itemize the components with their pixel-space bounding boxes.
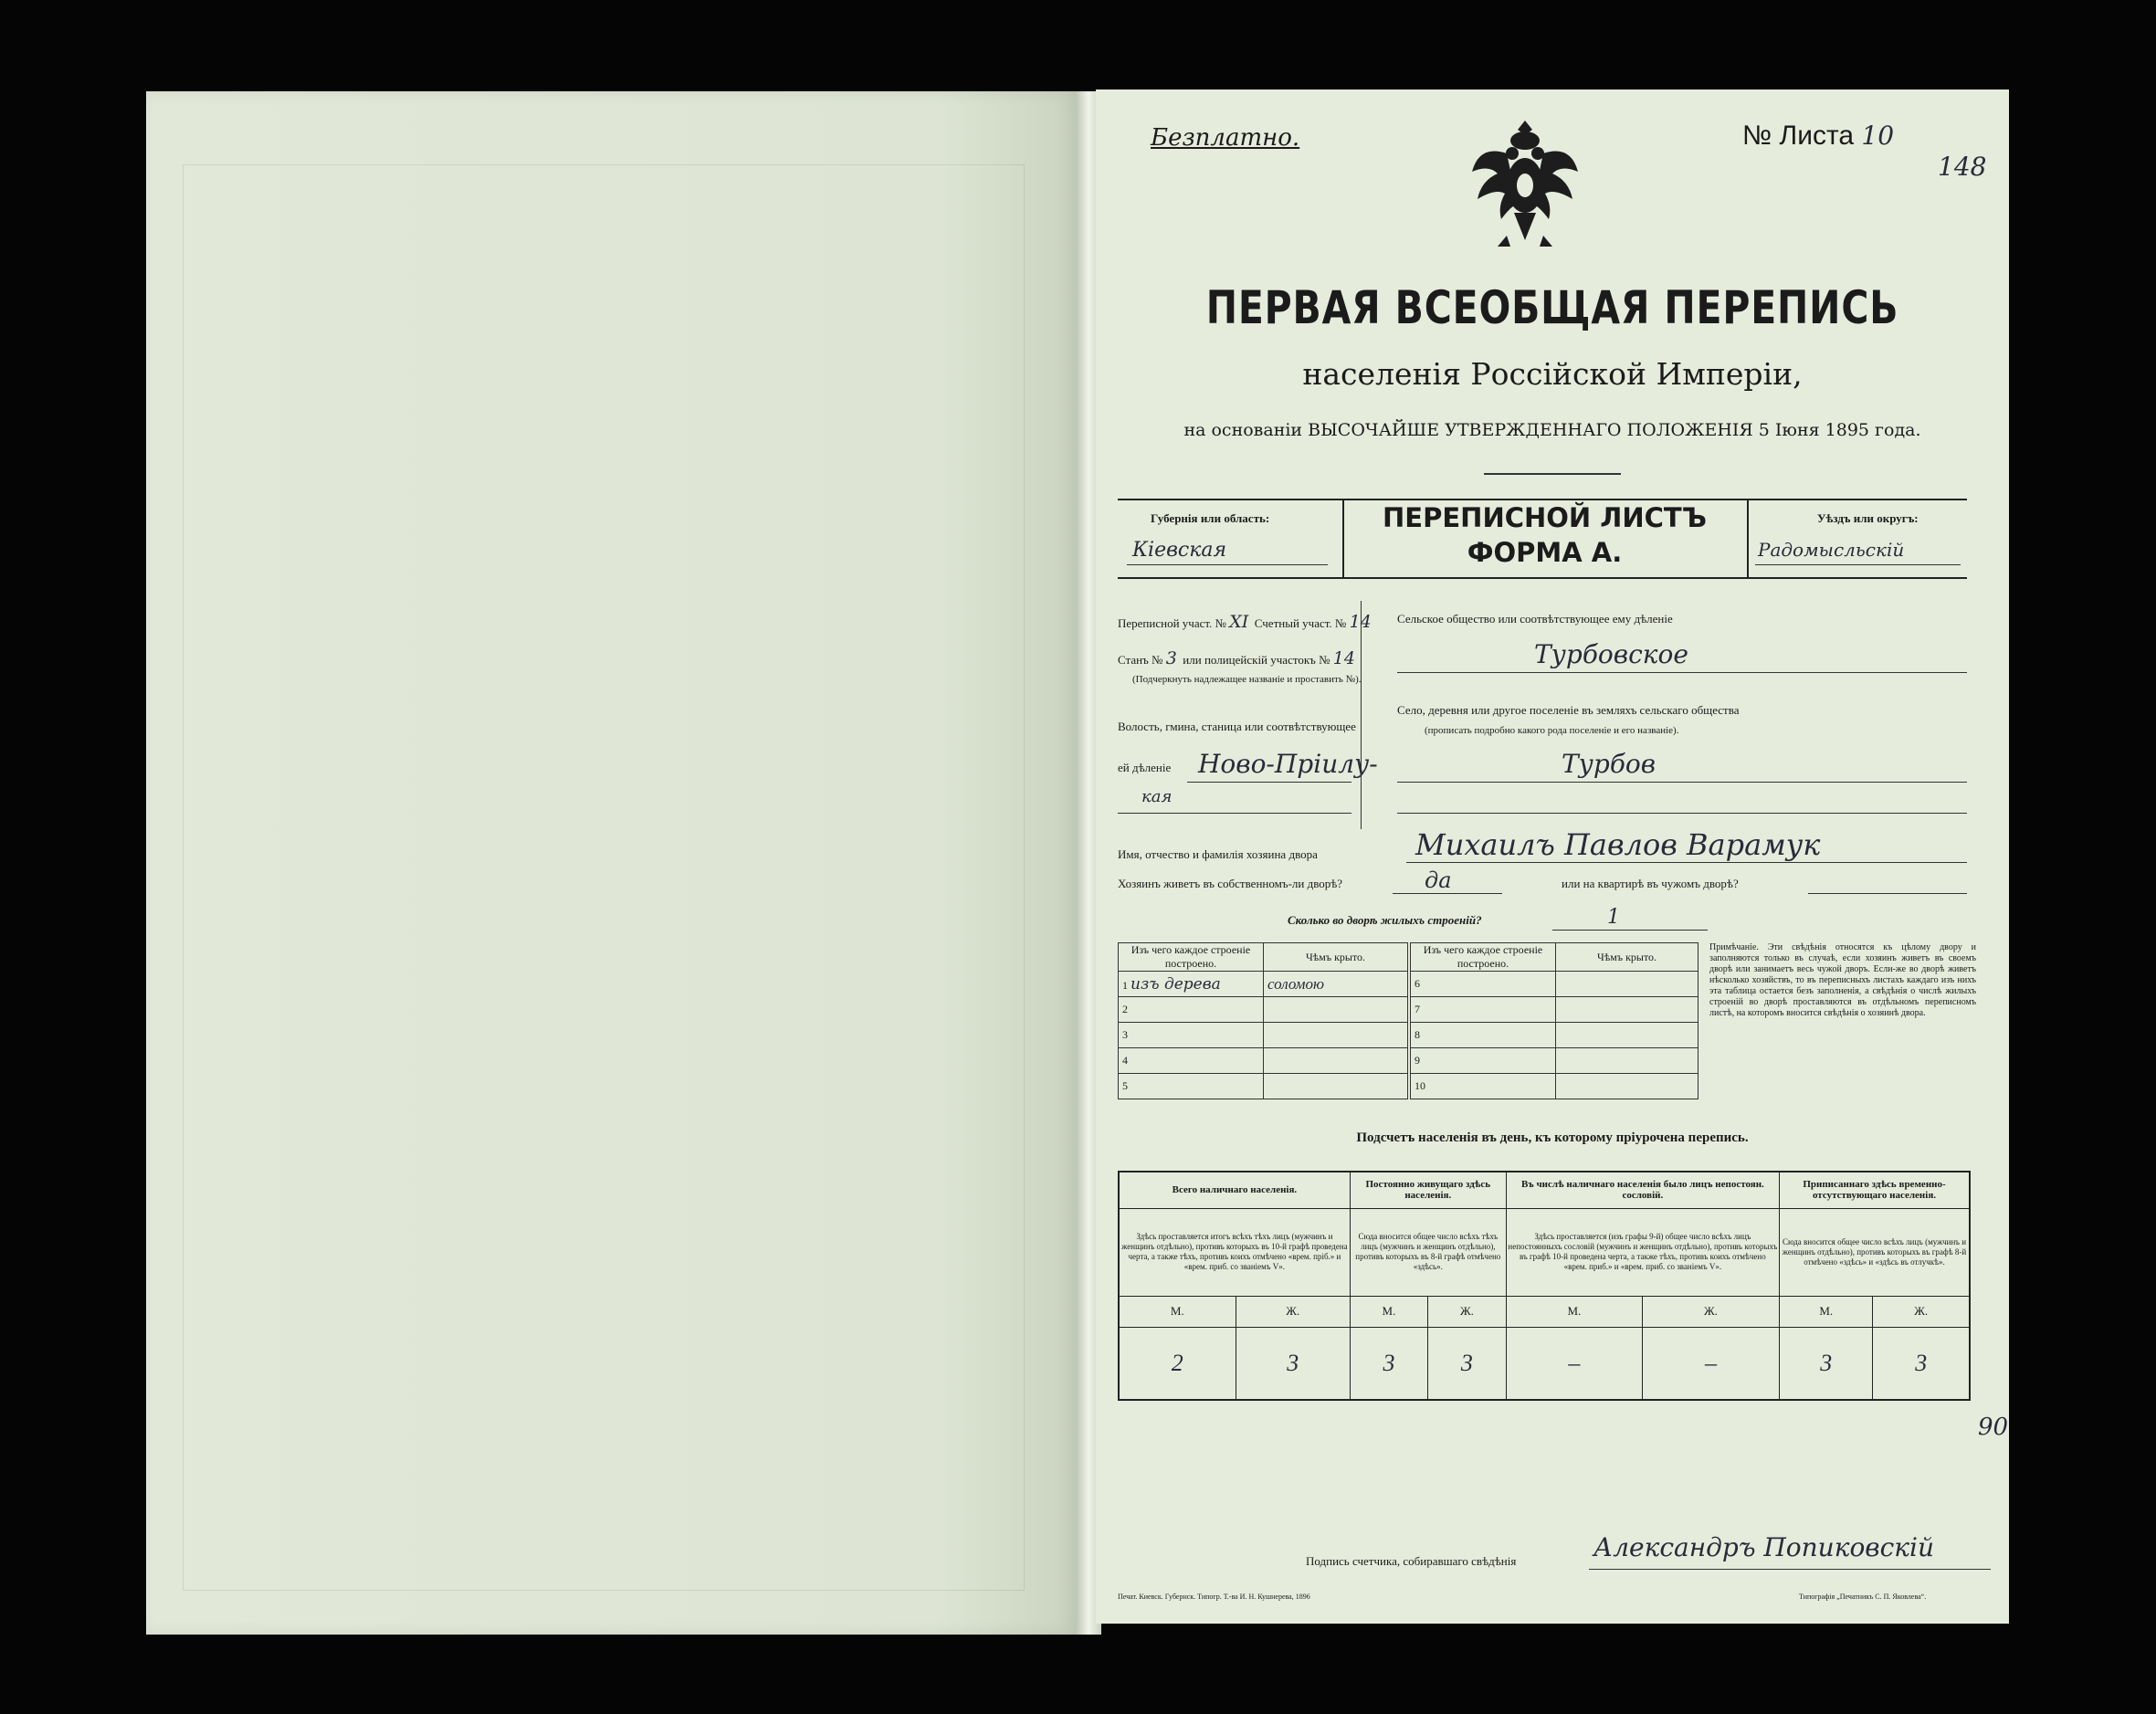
- province-label: Губернія или область:: [1151, 511, 1270, 525]
- lives-label: Хозяинъ живетъ въ собственномъ-ли дворѣ?: [1118, 877, 1343, 890]
- lives-value: да: [1425, 868, 1452, 893]
- owner-value: Михаилъ Павлов Варамук: [1415, 827, 1821, 862]
- form-legal-basis: на основаніи ВЫСОЧАЙШЕ УТВЕРЖДЕННАГО ПОЛОЖЕНІЯ 5 Іюня 1895 года.: [1183, 420, 1921, 440]
- form-main-title: ПЕРВАЯ ВСЕОБЩАЯ ПЕРЕПИСЬ: [1205, 281, 1899, 334]
- table-row: 8: [1411, 1023, 1699, 1048]
- sheet-number-alt: 148: [1938, 152, 1987, 182]
- printer-right: Типографія „Печатникъ С. П. Яковлева“.: [1799, 1593, 1927, 1601]
- imperial-eagle-emblem: [1470, 117, 1580, 254]
- buildings-label: Сколько во дворѣ жилыхъ строеній?: [1288, 913, 1482, 927]
- village-value: Турбов: [1562, 749, 1656, 779]
- community-label: Сельское общество или соотвѣтствующее ему дѣленіе: [1397, 612, 1673, 626]
- table-row: 2: [1119, 997, 1408, 1023]
- buildings-table-left: Изъ чего каждое строеніе построено. Чѣмъ крыто. 1 изъ дерева соломою 2 3 4 5: [1118, 942, 1408, 1099]
- district-label: Уѣздъ или округъ:: [1817, 511, 1919, 525]
- buildings-value: 1: [1607, 906, 1620, 929]
- free-label: Безплатно.: [1151, 124, 1300, 152]
- census-form-page: [1096, 89, 2009, 1624]
- margin-number: 90: [1978, 1414, 2009, 1441]
- volost-value: Ново-Пріилу-: [1198, 749, 1378, 779]
- buildings-table-right: Изъ чего каждое строеніе построено. Чѣмъ крыто. 6 7 8 9 10: [1410, 942, 1699, 1099]
- table-row: 10: [1411, 1074, 1699, 1099]
- volost-label-2: ей дѣленіе: [1118, 761, 1172, 774]
- signature-label: Подпись счетчика, собиравшаго свѣдѣнія: [1306, 1554, 1517, 1568]
- bleed-through-frame: [183, 164, 1025, 1591]
- table-row: 7: [1411, 997, 1699, 1023]
- table-row: 5: [1119, 1074, 1408, 1099]
- district-value: Радомысльскій: [1758, 539, 1905, 561]
- signature-value: Александръ Попиковскій: [1593, 1532, 1934, 1562]
- table-row: 3: [1119, 1023, 1408, 1048]
- form-sheet-title: ПЕРЕПИСНОЙ ЛИСТЪ: [1383, 502, 1707, 533]
- tally-heading: Подсчетъ населенія въ день, къ которому пріурочена перепись.: [1356, 1130, 1749, 1145]
- sheet-number: 10: [1861, 121, 1895, 151]
- stan-field: Станъ № 3 или полицейскій участокъ № 14: [1118, 648, 1355, 668]
- table-row: 1 изъ дерева соломою: [1119, 972, 1408, 997]
- form-subtitle: населенія Россійской Имперіи,: [1302, 356, 1803, 392]
- left-page-blank: [146, 91, 1078, 1635]
- volost-value-2: кая: [1141, 787, 1173, 806]
- village-label: Село, деревня или другое поселеніе въ земляхъ сельскаго общества: [1397, 703, 1740, 717]
- province-value: Кіевская: [1132, 539, 1227, 562]
- tally-table: Всего наличнаго населенія. Постоянно живущаго здѣсь населенія. Въ числѣ наличнаго населенія было лицъ непостоян. сословій. Приписаннаго здѣсь временно-отсутствующаго населенія. Здѣсь проставляется итогъ всѣхъ тѣхъ лицъ (мужчинъ и женщинъ отдѣльно), противъ которыхъ въ 10-й графѣ проведена черта, а также тѣхъ, противъ коихъ отмѣчено «врем. пріб.» и «врем. приб. со званіемъ V». Сюда вносится общее число всѣхъ тѣхъ лицъ (мужчинъ и женщинъ отдѣльно), противъ которыхъ въ 8-й графѣ отмѣчено «здѣсь». Здѣсь проставляется (изъ графы 9-й) общее число всѣхъ лицъ непостоянныхъ сословій (мужчинъ и женщинъ отдѣльно), противъ которыхъ въ графѣ 10-й проведена черта, а также тѣхъ, противъ коихъ отмѣчено «врем. приб.» и «врем. приб. со званіемъ V». Сюда вносится общее число всѣхъ лицъ (мужчинъ и женщинъ отдѣльно), противъ которыхъ въ графѣ 8-й отмѣчено «здѣсь» и «здѣсь въ отлучкѣ». М. Ж. М. Ж. М. Ж. М. Ж. 2 3 3 3 – – 3 3: [1118, 1171, 1971, 1401]
- village-note: (прописать подробно какого рода поселеніе и его названіе).: [1425, 725, 1679, 736]
- volost-label: Волость, гмина, станица или соотвѣтствующее: [1118, 720, 1356, 733]
- sheet-label: № Листа: [1742, 121, 1855, 151]
- ornament-divider: [1484, 473, 1621, 475]
- table-row: 6: [1411, 972, 1699, 997]
- form-type: ФОРМА А.: [1467, 537, 1623, 568]
- table-row: 4: [1119, 1048, 1408, 1074]
- census-district-field: Переписной участ. № XI Счетный участ. № 14: [1118, 612, 1372, 632]
- sheet-number-block: [1742, 121, 1894, 152]
- underline-note: (Подчеркнуть надлежащее названіе и проставить №).: [1132, 674, 1362, 685]
- table-row: 9: [1411, 1048, 1699, 1074]
- community-value: Турбовское: [1534, 639, 1688, 669]
- tally-values-row: 2 3 3 3 – – 3 3: [1119, 1327, 1970, 1400]
- owner-label: Имя, отчество и фамилія хозяина двора: [1118, 847, 1318, 861]
- buildings-note: Примѣчаніе. Эти свѣдѣнія относятся къ цѣлому двору и заполняются только въ случаѣ, если хозяинъ живетъ въ своемъ дворѣ или занимаетъ весь чужой дворъ. Если-же во дворѣ живетъ нѣсколько хозяйствъ, то въ переписныхъ листахъ каждаго изъ нихъ эта таблица остается безъ заполненія, а свѣдѣнія о числѣ жилыхъ строеній во дворѣ проставляются въ отдѣльномъ переписномъ листѣ, на которомъ вносится свѣдѣнія о хозяинѣ двора.: [1709, 942, 1976, 1018]
- rent-label: или на квартирѣ въ чужомъ дворѣ?: [1562, 877, 1739, 890]
- printer-left: Печат. Киевск. Губернск. Типогр. Т.-ва И. Н. Кушнерева, 1896: [1118, 1593, 1310, 1601]
